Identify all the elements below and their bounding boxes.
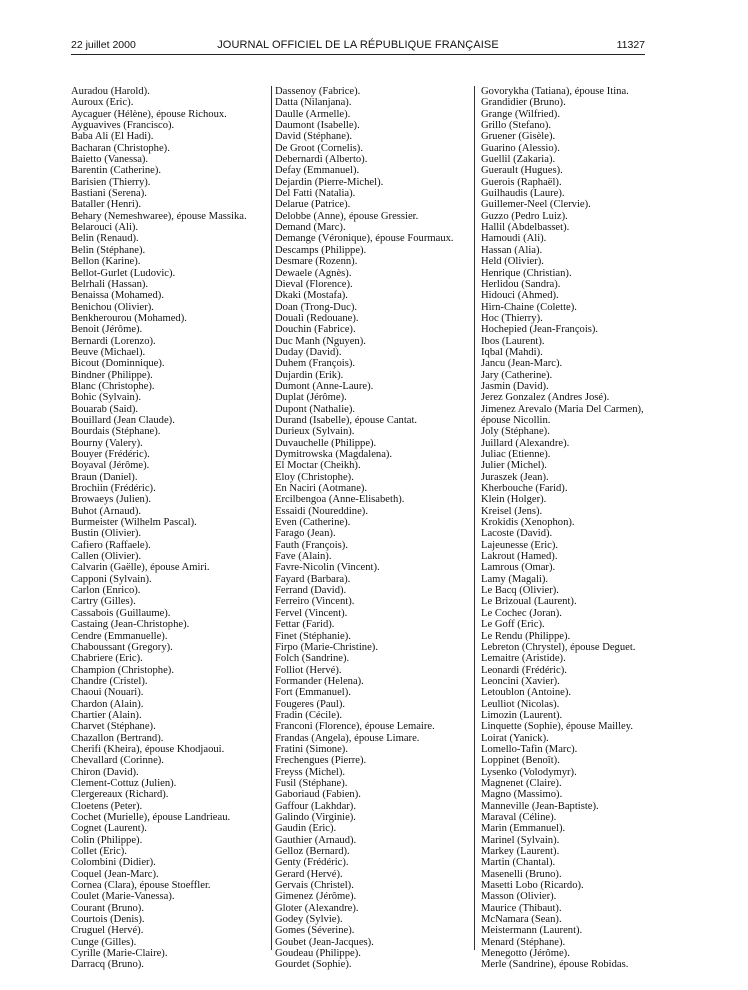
page-header	[71, 38, 645, 54]
name-entry: Barisien (Thierry).	[71, 176, 151, 188]
name-entry: Guellil (Zakaria).	[481, 154, 556, 166]
issue-date: 22 juillet 2000	[71, 39, 136, 51]
name-entry: Grillo (Stefano).	[481, 120, 552, 132]
name-entry: Douchin (Fabrice).	[275, 324, 356, 336]
name-entry: Dejardin (Pierre-Michel).	[275, 176, 384, 188]
name-entry: Dumont (Anne-Laure).	[275, 380, 374, 392]
name-entry: Beuve (Michael).	[71, 346, 146, 358]
name-entry: Chiron (David).	[71, 766, 139, 778]
name-entry: Loppinet (Benoît).	[481, 755, 560, 767]
name-entry: Bouarab (Said).	[71, 403, 139, 415]
journal-title: JOURNAL OFFICIEL DE LA RÉPUBLIQUE FRANÇAISE	[217, 39, 499, 51]
name-entry: Bellot-Gurlet (Ludovic).	[71, 267, 176, 279]
name-entry: Fort (Emmanuel).	[275, 687, 351, 699]
names-column-1	[71, 86, 271, 971]
name-entry: Le Bacq (Olivier).	[481, 585, 559, 597]
name-entry: Eloy (Christophe).	[275, 471, 354, 483]
name-entry: Belarouci (Ali).	[71, 222, 139, 234]
name-entry: Bohic (Sylvain).	[71, 392, 142, 404]
name-entry: Castaing (Jean-Christophe).	[71, 619, 190, 631]
name-entry: Gimenez (Jérôme).	[275, 891, 357, 903]
name-entry: Duplat (Jérôme).	[275, 392, 347, 404]
name-entry: Ferrand (David).	[275, 585, 347, 597]
name-entry: En Naciri (Aotmane).	[275, 483, 368, 495]
name-entry: Calvarin (Gaëlle), épouse Amiri.	[71, 562, 210, 574]
name-entry: Benaissa (Mohamed).	[71, 290, 164, 302]
name-entry: Cartry (Gilles).	[71, 596, 136, 608]
name-entry: Hoc (Thierry).	[481, 312, 543, 324]
name-entry: Maurice (Thibaut).	[481, 902, 562, 914]
name-entry: Benkherourou (Mohamed).	[71, 312, 187, 324]
name-entry: Chaboussant (Gregory).	[71, 641, 173, 653]
name-entry: Kreisel (Jens).	[481, 505, 543, 517]
name-entry: Aycaguer (Hélène), épouse Richoux.	[71, 108, 227, 120]
name-entry: Leulliot (Nicolas).	[481, 698, 560, 710]
name-entry: Chandre (Cristel).	[71, 675, 148, 687]
name-entry: Doan (Trong-Duc).	[275, 301, 357, 313]
name-entry: Firpo (Marie-Christine).	[275, 641, 378, 653]
name-entry: Galindo (Virginie).	[275, 812, 356, 823]
name-entry: Chaoui (Nouari).	[71, 687, 144, 699]
name-entry: Julier (Michel).	[481, 460, 547, 472]
name-entry: Le Cochec (Joran).	[481, 607, 562, 619]
name-entry: Folliot (Hervé).	[275, 664, 342, 676]
name-entry: Juraszek (Jean).	[481, 471, 549, 483]
name-entry: Dkaki (Mostafa).	[275, 290, 348, 302]
name-entry: Fauth (François).	[275, 539, 348, 551]
name-entry: Lakrout (Hamed).	[481, 551, 558, 563]
name-entry: Limozin (Laurent).	[481, 709, 563, 721]
name-entry: Masenelli (Bruno).	[481, 868, 562, 880]
name-entry: Descamps (Philippe).	[275, 244, 367, 256]
name-entry: Guerois (Raphaël).	[481, 176, 562, 188]
name-entry: Datta (Nilanjana).	[275, 97, 352, 109]
name-entry: Bicout (Dominnique).	[71, 358, 165, 370]
name-entry: Ercilbengoa (Anne-Elisabeth).	[275, 494, 405, 506]
name-entry: Cyrille (Marie-Claire).	[71, 948, 168, 960]
name-entry: Bourny (Valery).	[71, 437, 143, 449]
name-entry: Gerard (Hervé).	[275, 868, 343, 880]
name-entry: Fougeres (Paul).	[275, 698, 346, 710]
name-entry: Farago (Jean).	[275, 528, 336, 540]
name-entry: Bataller (Henri).	[71, 199, 142, 211]
name-entry: Bouyer (Frédéric).	[71, 449, 150, 460]
name-entry: Fusil (Stéphane).	[275, 777, 348, 789]
name-entry: Guerault (Hugues).	[481, 165, 563, 177]
name-entry-line: Jimenez Arevalo (Maria Del Carmen),	[481, 403, 644, 415]
name-entry: Klein (Holger).	[481, 494, 547, 506]
name-entry: Masson (Olivier).	[481, 891, 557, 903]
name-entry: Hamoudi (Ali).	[481, 233, 547, 245]
name-entry: Leoncini (Xavier).	[481, 675, 560, 687]
name-entry: Chardon (Alain).	[71, 698, 144, 710]
name-entry: Auroux (Eric).	[71, 97, 134, 109]
name-entry: Gourdet (Sophie).	[275, 959, 352, 971]
name-entry: Carlon (Enrico).	[71, 585, 141, 597]
name-entry: Chazallon (Bertrand).	[71, 732, 164, 744]
name-entry: Herlidou (Sandra).	[481, 278, 561, 290]
name-entry: Held (Olivier).	[481, 256, 544, 268]
name-entry: Ferreiro (Vincent).	[275, 596, 355, 608]
page-number: 11327	[616, 39, 645, 51]
name-entry: Colin (Philippe).	[71, 834, 143, 846]
name-entry: Jasmin (David).	[481, 380, 549, 392]
name-entry: Charvet (Stéphane).	[71, 721, 156, 733]
name-entry: Benoit (Jérôme).	[71, 324, 143, 336]
name-entry: Daulle (Armelle).	[275, 108, 351, 120]
name-entry: Lomello-Tafin (Marc).	[481, 743, 578, 755]
name-entry: Blanc (Christophe).	[71, 380, 155, 392]
name-entry: Menegotto (Jérôme).	[481, 948, 570, 960]
name-entry: Delarue (Patrice).	[275, 199, 351, 211]
name-entry: Gaffour (Lakhdar).	[275, 800, 356, 812]
name-entry: Lysenko (Volodymyr).	[481, 766, 577, 778]
name-entry: Cornea (Clara), épouse Stoeffler.	[71, 880, 211, 892]
name-entry: Capponi (Sylvain).	[71, 573, 152, 585]
name-entry: Duc Manh (Nguyen).	[275, 335, 366, 347]
name-entry: Coquel (Jean-Marc).	[71, 868, 159, 880]
name-entry: Letoublon (Antoine).	[481, 687, 572, 699]
name-entry: Magnenet (Claire).	[481, 777, 562, 789]
name-entry: Chabriere (Eric).	[71, 653, 143, 665]
name-entry: Bustin (Olivier).	[71, 528, 142, 540]
name-entry: Dassenoy (Fabrice).	[275, 86, 361, 97]
name-entry: Le Goff (Eric).	[481, 619, 545, 631]
name-entry: Menard (Stéphane).	[481, 936, 566, 948]
name-entry: Marinel (Sylvain).	[481, 834, 560, 846]
name-entry: Frechengues (Pierre).	[275, 755, 367, 767]
name-entry: Le Rendu (Philippe).	[481, 630, 571, 642]
name-entry: Ibos (Laurent).	[481, 335, 545, 347]
header-rule	[71, 54, 645, 55]
name-entry: Genty (Frédéric).	[275, 857, 349, 869]
name-entry: Demand (Marc).	[275, 222, 346, 234]
name-entry: Bindner (Philippe).	[71, 369, 153, 381]
name-entry: Formander (Helena).	[275, 675, 364, 687]
name-entry: Colombini (Didier).	[71, 857, 156, 869]
name-entry: Daumont (Isabelle).	[275, 120, 360, 132]
name-entry: Masetti Lobo (Ricardo).	[481, 880, 584, 892]
name-entry: Cochet (Murielle), épouse Landrieau.	[71, 812, 231, 823]
name-entry: Duvauchelle (Philippe).	[275, 437, 377, 449]
name-entry: Bacharan (Christophe).	[71, 142, 170, 154]
column-divider	[474, 86, 475, 950]
name-entry: Cognet (Laurent).	[71, 823, 147, 835]
name-entry: Dupont (Nathalie).	[275, 403, 356, 415]
name-entry: Dieval (Florence).	[275, 278, 353, 290]
name-entry: Cunge (Gilles).	[71, 936, 137, 948]
name-entry: Guillemer-Neel (Clervie).	[481, 199, 591, 211]
name-entry: Guarino (Alessio).	[481, 142, 560, 154]
name-entry: Bernardi (Lorenzo).	[71, 335, 156, 347]
name-entry: Durieux (Sylvain).	[275, 426, 355, 438]
name-entry: Courtois (Denis).	[71, 914, 145, 926]
name-entry: Juliac (Etienne).	[481, 449, 551, 460]
name-entry: Defay (Emmanuel).	[275, 165, 360, 177]
name-entry: Grandidier (Bruno).	[481, 97, 566, 109]
name-entry: McNamara (Sean).	[481, 914, 562, 926]
name-entry: Hassan (Alia).	[481, 244, 543, 256]
names-column-3	[481, 86, 649, 971]
name-entry: Jancu (Jean-Marc).	[481, 358, 563, 370]
name-entry: Demange (Véronique), épouse Fourmaux.	[275, 233, 454, 245]
name-entry: Essaidi (Noureddine).	[275, 505, 368, 517]
name-entry: Braun (Daniel).	[71, 471, 138, 483]
name-entry: Godey (Sylvie).	[275, 914, 343, 926]
name-entry: Duhem (François).	[275, 358, 356, 370]
name-entry: Douali (Redouane).	[275, 312, 359, 324]
name-entry	[481, 404, 649, 427]
name-entry: Cruguel (Hervé).	[71, 925, 144, 937]
name-entry: Lacoste (David).	[481, 528, 553, 540]
name-entry: Govorykha (Tatiana), épouse Itina.	[481, 86, 629, 97]
name-entry: Magno (Massimo).	[481, 789, 563, 801]
name-entry: Markey (Laurent).	[481, 846, 560, 858]
name-entry: Henrique (Christian).	[481, 267, 572, 279]
name-entry: Cassabois (Guillaume).	[71, 607, 171, 619]
name-entry: Baietto (Vanessa).	[71, 154, 149, 166]
name-entry: Hirn-Chaine (Colette).	[481, 301, 577, 313]
name-entry: Hochepied (Jean-François).	[481, 324, 599, 336]
name-entry: Cafiero (Raffaele).	[71, 539, 151, 551]
name-entry: Delobbe (Anne), épouse Gressier.	[275, 210, 419, 222]
name-entry: Gaboriaud (Fabien).	[275, 789, 361, 801]
name-entry: Auradou (Harold).	[71, 86, 150, 97]
name-entry: Behary (Nemeshwaree), épouse Massika.	[71, 210, 247, 222]
name-entry: Dymitrowska (Magdalena).	[275, 449, 393, 460]
name-entry: Gervais (Christel).	[275, 880, 354, 892]
name-entry-line: épouse Nicollin.	[481, 414, 551, 426]
name-entry: Jary (Catherine).	[481, 369, 553, 381]
name-entry: Manneville (Jean-Baptiste).	[481, 800, 599, 812]
name-entry: Clergereaux (Richard).	[71, 789, 169, 801]
name-entry: Leonardi (Frédéric).	[481, 664, 567, 676]
name-entry: Barentin (Catherine).	[71, 165, 162, 177]
name-entry: Burmeister (Wilhelm Pascal).	[71, 517, 197, 529]
name-entry: Goudeau (Philippe).	[275, 948, 361, 960]
name-entry: El Moctar (Cheikh).	[275, 460, 361, 472]
name-entry: Belrhali (Hassan).	[71, 278, 149, 290]
name-entry: Le Brizoual (Laurent).	[481, 596, 577, 608]
name-entry: Linquette (Sophie), épouse Mailley.	[481, 721, 634, 733]
name-entry: Boyaval (Jérôme).	[71, 460, 150, 472]
name-entry: Duday (David).	[275, 346, 342, 358]
name-entry: Benichou (Olivier).	[71, 301, 154, 313]
name-entry: Fayard (Barbara).	[275, 573, 351, 585]
name-entry: Hallil (Abdelbasset).	[481, 222, 570, 234]
name-entry: Champion (Christophe).	[71, 664, 174, 676]
name-entry: Merle (Sandrine), épouse Robidas.	[481, 959, 629, 971]
name-entry: Grange (Wilfried).	[481, 108, 560, 120]
name-entry: Even (Catherine).	[275, 517, 351, 529]
name-entry: Meistermann (Laurent).	[481, 925, 583, 937]
name-entry: Gloter (Alexandre).	[275, 902, 359, 914]
name-entry: Goubet (Jean-Jacques).	[275, 936, 374, 948]
name-entry: Fervel (Vincent).	[275, 607, 348, 619]
name-entry: Maraval (Céline).	[481, 812, 557, 823]
name-entry: Gomes (Séverine).	[275, 925, 355, 937]
column-divider	[271, 86, 272, 950]
name-entry: De Groot (Cornelis).	[275, 142, 363, 154]
name-entry: Cendre (Emmanuelle).	[71, 630, 168, 642]
name-entry: Buhot (Arnaud).	[71, 505, 142, 517]
name-entry: Lamrous (Omar).	[481, 562, 556, 574]
name-entry: Guilhaudis (Laure).	[481, 188, 565, 200]
name-entry: Lajeunesse (Eric).	[481, 539, 559, 551]
name-entry: Clement-Cottuz (Julien).	[71, 777, 177, 789]
name-entry: Marin (Emmanuel).	[481, 823, 566, 835]
name-entry: Joly (Stéphane).	[481, 426, 550, 438]
name-entry: Desmare (Rozenn).	[275, 256, 358, 268]
name-entry: Chevallard (Corinne).	[71, 755, 164, 767]
name-entry: Fettar (Farid).	[275, 619, 335, 631]
name-entry: Lebreton (Chrystel), épouse Deguet.	[481, 641, 636, 653]
name-entry: Belin (Renaud).	[71, 233, 139, 245]
name-entry: Darracq (Bruno).	[71, 959, 144, 971]
name-entry: Dewaele (Agnès).	[275, 267, 352, 279]
name-entry: Collet (Eric).	[71, 846, 127, 858]
name-entry: Hidouci (Ahmed).	[481, 290, 559, 302]
name-entry: Gaudin (Eric).	[275, 823, 337, 835]
name-entry: Guzzo (Pedro Luiz).	[481, 210, 568, 222]
name-entry: Fave (Alain).	[275, 551, 332, 563]
name-entry: Lemaitre (Aristide).	[481, 653, 566, 665]
name-entry: Cherifi (Kheira), épouse Khodjaoui.	[71, 743, 225, 755]
name-entry: Dujardin (Erik).	[275, 369, 344, 381]
name-entry: Folch (Sandrine).	[275, 653, 350, 665]
name-entry: Jerez Gonzalez (Andres José).	[481, 392, 610, 404]
names-column-2	[275, 86, 475, 971]
name-entry: Juillard (Alexandre).	[481, 437, 570, 449]
name-entry: Brochiin (Frédéric).	[71, 483, 156, 495]
name-entry: Bouillard (Jean Claude).	[71, 414, 175, 426]
name-entry: Cloetens (Peter).	[71, 800, 143, 812]
name-entry: Callen (Olivier).	[71, 551, 142, 563]
name-entry: Freyss (Michel).	[275, 766, 346, 778]
name-entry: Bellon (Karine).	[71, 256, 141, 268]
name-entry: Bourdais (Stéphane).	[71, 426, 161, 438]
name-entry: Ayguavives (Francisco).	[71, 120, 175, 132]
name-entry: Bastiani (Serena).	[71, 188, 147, 200]
name-entry: Finet (Stéphanie).	[275, 630, 351, 642]
name-entry: Del Fatti (Natalia).	[275, 188, 356, 200]
name-entry: Favre-Nicolin (Vincent).	[275, 562, 380, 574]
name-entry: Courant (Bruno).	[71, 902, 144, 914]
name-entry: Kherbouche (Farid).	[481, 483, 568, 495]
name-entry: Gauthier (Arnaud).	[275, 834, 357, 846]
name-entry: Frandas (Angela), épouse Limare.	[275, 732, 420, 744]
name-entry: Krokidis (Xenophon).	[481, 517, 575, 529]
name-entry: Debernardi (Alberto).	[275, 154, 368, 166]
name-entry: Chartier (Alain).	[71, 709, 142, 721]
name-entry: Fratini (Simone).	[275, 743, 348, 755]
name-entry: David (Stéphane).	[275, 131, 353, 143]
name-entry: Franconi (Florence), épouse Lemaire.	[275, 721, 435, 733]
name-entry: Baba Ali (El Hadi).	[71, 131, 154, 143]
name-entry: Loirat (Yanick).	[481, 732, 549, 744]
name-entry: Coulet (Marie-Vanessa).	[71, 891, 175, 903]
name-entry: Belin (Stéphane).	[71, 244, 146, 256]
name-entry: Lamy (Magali).	[481, 573, 549, 585]
name-entry: Browaeys (Julien).	[71, 494, 152, 506]
name-entry: Durand (Isabelle), épouse Cantat.	[275, 414, 418, 426]
name-entry: Iqbal (Mahdi).	[481, 346, 543, 358]
name-entry: Gruener (Gisèle).	[481, 131, 556, 143]
name-entry: Fradin (Cécile).	[275, 709, 343, 721]
name-entry: Martin (Chantal).	[481, 857, 556, 869]
name-entry: Gelloz (Bernard).	[275, 846, 350, 858]
